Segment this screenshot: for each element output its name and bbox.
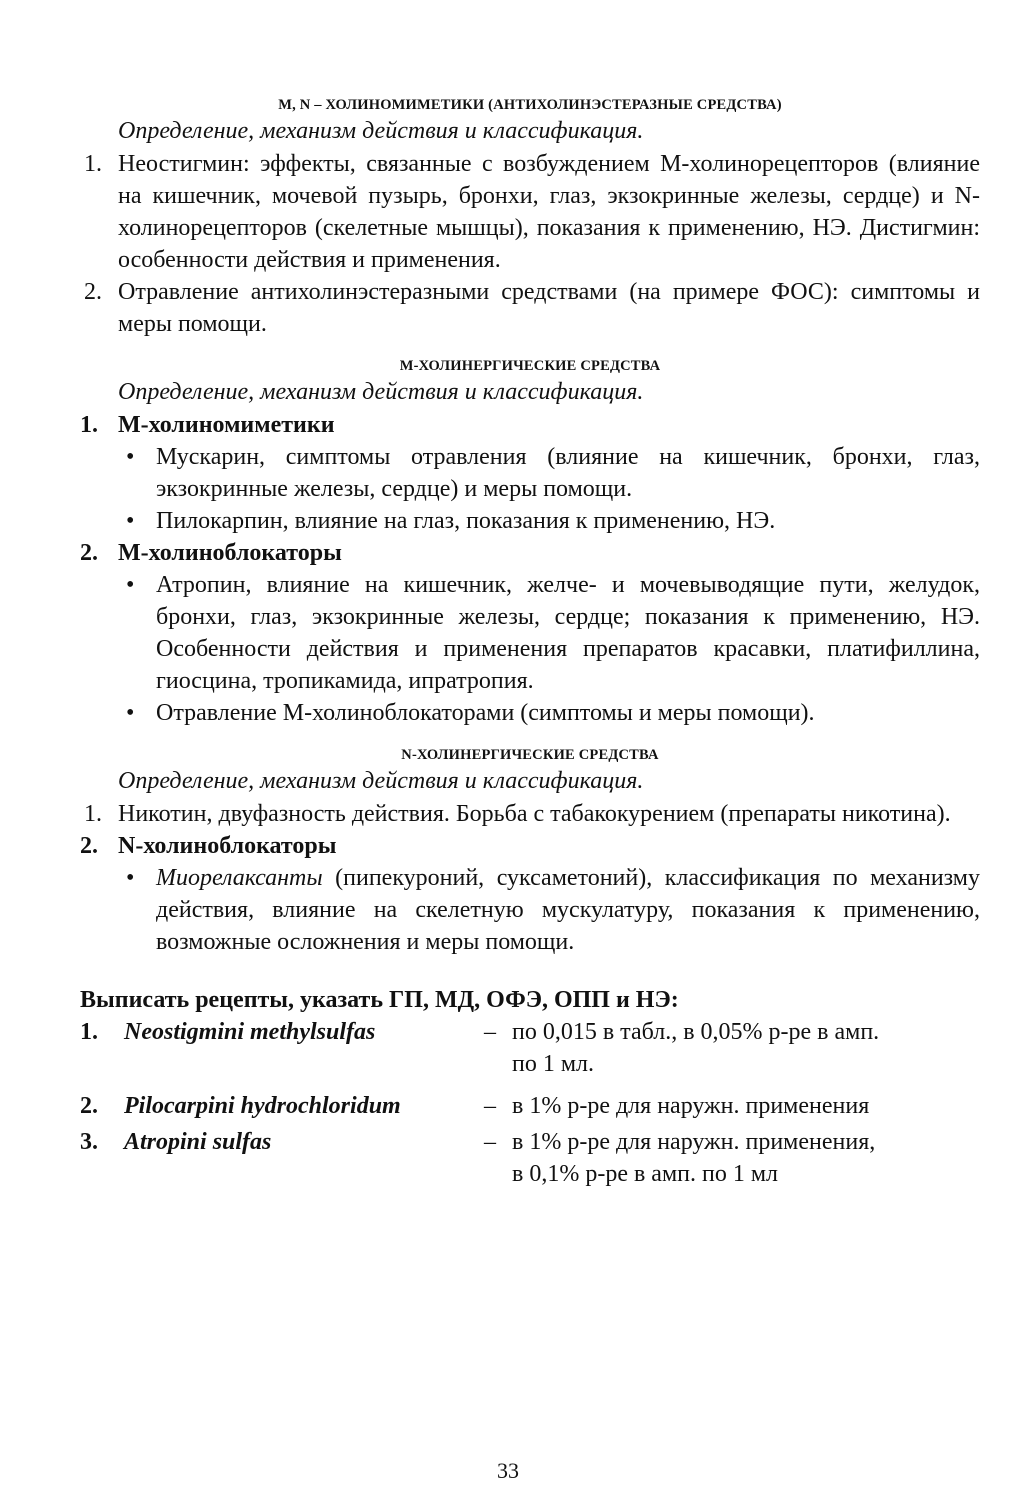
list-item xyxy=(80,798,980,830)
bullet-item xyxy=(118,697,980,729)
bullet-item xyxy=(118,441,980,505)
list-item xyxy=(80,276,980,340)
prescription-number: 3. xyxy=(80,1129,98,1155)
group-heading: М-холиноблокаторы xyxy=(118,540,342,566)
numbered-list xyxy=(80,798,980,862)
section-title-m-cholinergic: М-ХОЛИНЕРГИЧЕСКИЕ СРЕДСТВА xyxy=(399,358,661,374)
section-definition: Определение, механизм действия и классификация. xyxy=(118,768,644,794)
group-heading: М-холиномиметики xyxy=(118,412,335,438)
prescription-dash: – xyxy=(484,1093,496,1119)
bullet-text: Отравление М-холиноблокаторами (симптомы и меры помощи). xyxy=(156,700,815,726)
page-content xyxy=(80,97,980,1190)
prescription-form xyxy=(512,1016,980,1080)
section-definition: Определение, механизм действия и классификация. xyxy=(118,118,644,144)
bullet-icon: • xyxy=(126,572,135,598)
bullet-list xyxy=(118,441,980,537)
bullet-icon: • xyxy=(126,508,135,534)
list-item xyxy=(80,537,980,569)
prescription-form-line: в 0,1% р-ре в амп. по 1 мл xyxy=(512,1161,778,1187)
bullet-text: (пипекуроний, суксаметоний), классификация по механизму действия, влияние на скелетную мускулатуру, показания к применению, возможные осложнения и меры помощи. xyxy=(156,865,980,955)
bullet-icon: • xyxy=(126,700,135,726)
prescriptions-title: Выписать рецепты, указать ГП, МД, ОФЭ, ОПП и НЭ: xyxy=(80,987,679,1013)
bullet-italic-term: Миорелаксанты xyxy=(156,865,323,891)
prescription-number: 2. xyxy=(80,1093,98,1119)
item-number: 2. xyxy=(80,540,98,566)
bullet-text: Мускарин, симптомы отравления (влияние на кишечник, бронхи, глаз, экзокринные железы, сердце) и меры помощи. xyxy=(156,444,980,502)
item-number: 1. xyxy=(84,801,102,827)
bullet-list xyxy=(118,862,980,958)
list-item xyxy=(80,148,980,276)
prescription-drug-name: Pilocarpini hydrochloridum xyxy=(124,1093,401,1119)
prescription-row xyxy=(80,1090,980,1122)
prescription-drug-name: Atropini sulfas xyxy=(124,1129,272,1155)
bullet-icon: • xyxy=(126,865,135,891)
numbered-list xyxy=(80,537,980,569)
item-text: Никотин, двуфазность действия. Борьба с табакокурением (препараты никотина). xyxy=(118,801,951,827)
bullet-text: Пилокарпин, влияние на глаз, показания к применению, НЭ. xyxy=(156,508,776,534)
bullet-text: Атропин, влияние на кишечник, желче- и мочевыводящие пути, желудок, бронхи, глаз, экзокринные железы, сердце; показания к применению, НЭ. Особенности действия и применения препаратов красавки, платифиллина, гиосцина, тропикамида, ипратропия. xyxy=(156,572,980,694)
section-title-n-cholinergic: N-ХОЛИНЕРГИЧЕСКИЕ СРЕДСТВА xyxy=(401,747,659,763)
numbered-list xyxy=(80,148,980,340)
prescription-row xyxy=(80,1126,980,1190)
item-number: 1. xyxy=(84,151,102,177)
prescription-dash: – xyxy=(484,1129,496,1155)
item-number: 2. xyxy=(80,833,98,859)
list-item xyxy=(80,409,980,441)
page-number: 33 xyxy=(497,1458,519,1483)
item-text: Неостигмин: эффекты, связанные с возбуждением М-холинорецепторов (влияние на кишечник, мочевой пузырь, бронхи, глаз, экзокринные железы, сердце) и N-холинорецепторов (скелетные мышцы), показания к применению, НЭ. Дистигмин: особенности действия и применения. xyxy=(118,151,980,273)
bullet-item xyxy=(118,862,980,958)
bullet-icon: • xyxy=(126,444,135,470)
item-number: 1. xyxy=(80,412,98,438)
bullet-list xyxy=(118,569,980,729)
section-definition: Определение, механизм действия и классификация. xyxy=(118,379,644,405)
section-title-mn-cholinomimetics: М, N – ХОЛИНОМИМЕТИКИ (АНТИХОЛИНЭСТЕРАЗНЫЕ СРЕДСТВА) xyxy=(278,97,782,113)
prescription-form-line: по 0,015 в табл., в 0,05% р-ре в амп. xyxy=(512,1019,880,1045)
group-heading: N-холиноблокаторы xyxy=(118,833,337,859)
prescription-drug-name: Neostigmini methylsulfas xyxy=(124,1019,376,1045)
prescription-form-line: по 1 мл. xyxy=(512,1051,595,1077)
item-text: Отравление антихолинэстеразными средствами (на примере ФОС): симптомы и меры помощи. xyxy=(118,279,980,337)
prescription-number: 1. xyxy=(80,1019,98,1045)
numbered-list xyxy=(80,409,980,441)
prescription-form-line: в 1% р-ре для наружн. применения, xyxy=(512,1129,876,1155)
list-item xyxy=(80,830,980,862)
bullet-item xyxy=(118,505,980,537)
prescription-form xyxy=(512,1126,980,1190)
bullet-item xyxy=(118,569,980,697)
prescription-form xyxy=(512,1090,980,1122)
prescription-dash: – xyxy=(484,1019,496,1045)
prescription-row xyxy=(80,1016,980,1080)
prescription-form-line: в 1% р-ре для наружн. применения xyxy=(512,1093,870,1119)
item-number: 2. xyxy=(84,279,102,305)
